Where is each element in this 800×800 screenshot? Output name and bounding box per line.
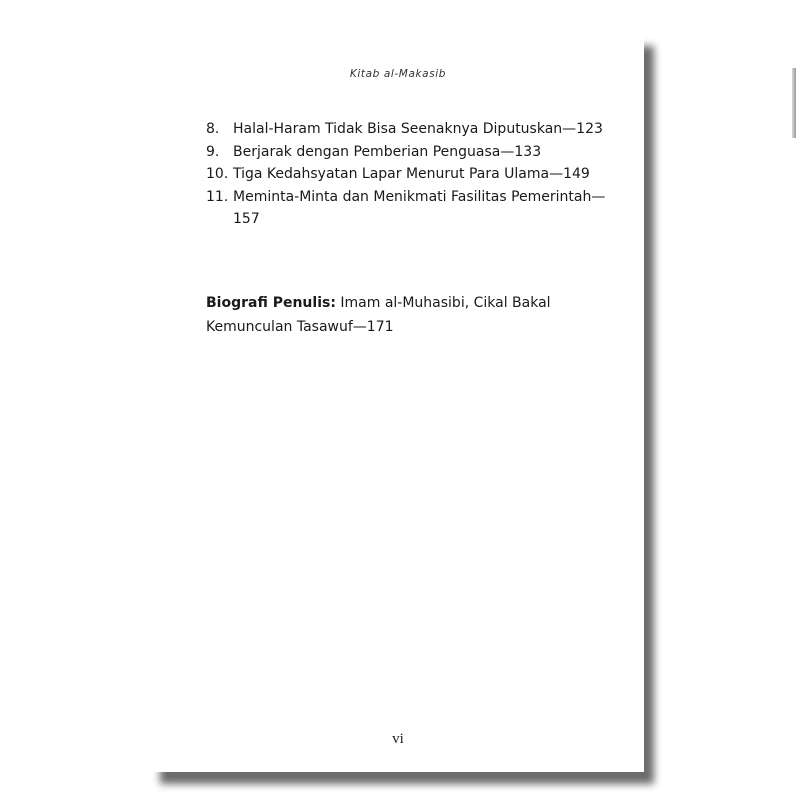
bio-label: Biografi Penulis: xyxy=(206,295,336,311)
toc-item-title: Tiga Kedahsyatan Lapar Menurut Para Ulama—149 xyxy=(233,166,590,182)
toc-item-number: 9. xyxy=(206,143,220,160)
book-page xyxy=(152,34,644,772)
toc-item-title: Halal-Haram Tidak Bisa Seenaknya Diputuskan—123 xyxy=(233,121,603,137)
toc-item-title: Meminta-Minta dan Menikmati Fasilitas Pemerintah—157 xyxy=(233,188,606,227)
toc-item xyxy=(206,141,626,164)
toc-item-number: 11. xyxy=(206,188,229,205)
running-head: Kitab al-Makasib xyxy=(349,68,447,80)
table-of-contents xyxy=(206,118,626,231)
toc-item xyxy=(206,118,626,141)
author-biography-entry xyxy=(206,291,606,339)
page-edge-mark xyxy=(792,68,796,138)
toc-item-number: 8. xyxy=(206,121,220,137)
page-number: vi xyxy=(392,731,404,747)
toc-item xyxy=(206,186,626,231)
toc-item xyxy=(206,163,626,186)
bio-text: Imam al-Muhasibi, Cikal Bakal Kemunculan Tasawuf—171 xyxy=(206,295,551,335)
toc-item-number: 10. xyxy=(206,166,229,182)
toc-item-title: Berjarak dengan Pemberian Penguasa—133 xyxy=(233,143,542,160)
